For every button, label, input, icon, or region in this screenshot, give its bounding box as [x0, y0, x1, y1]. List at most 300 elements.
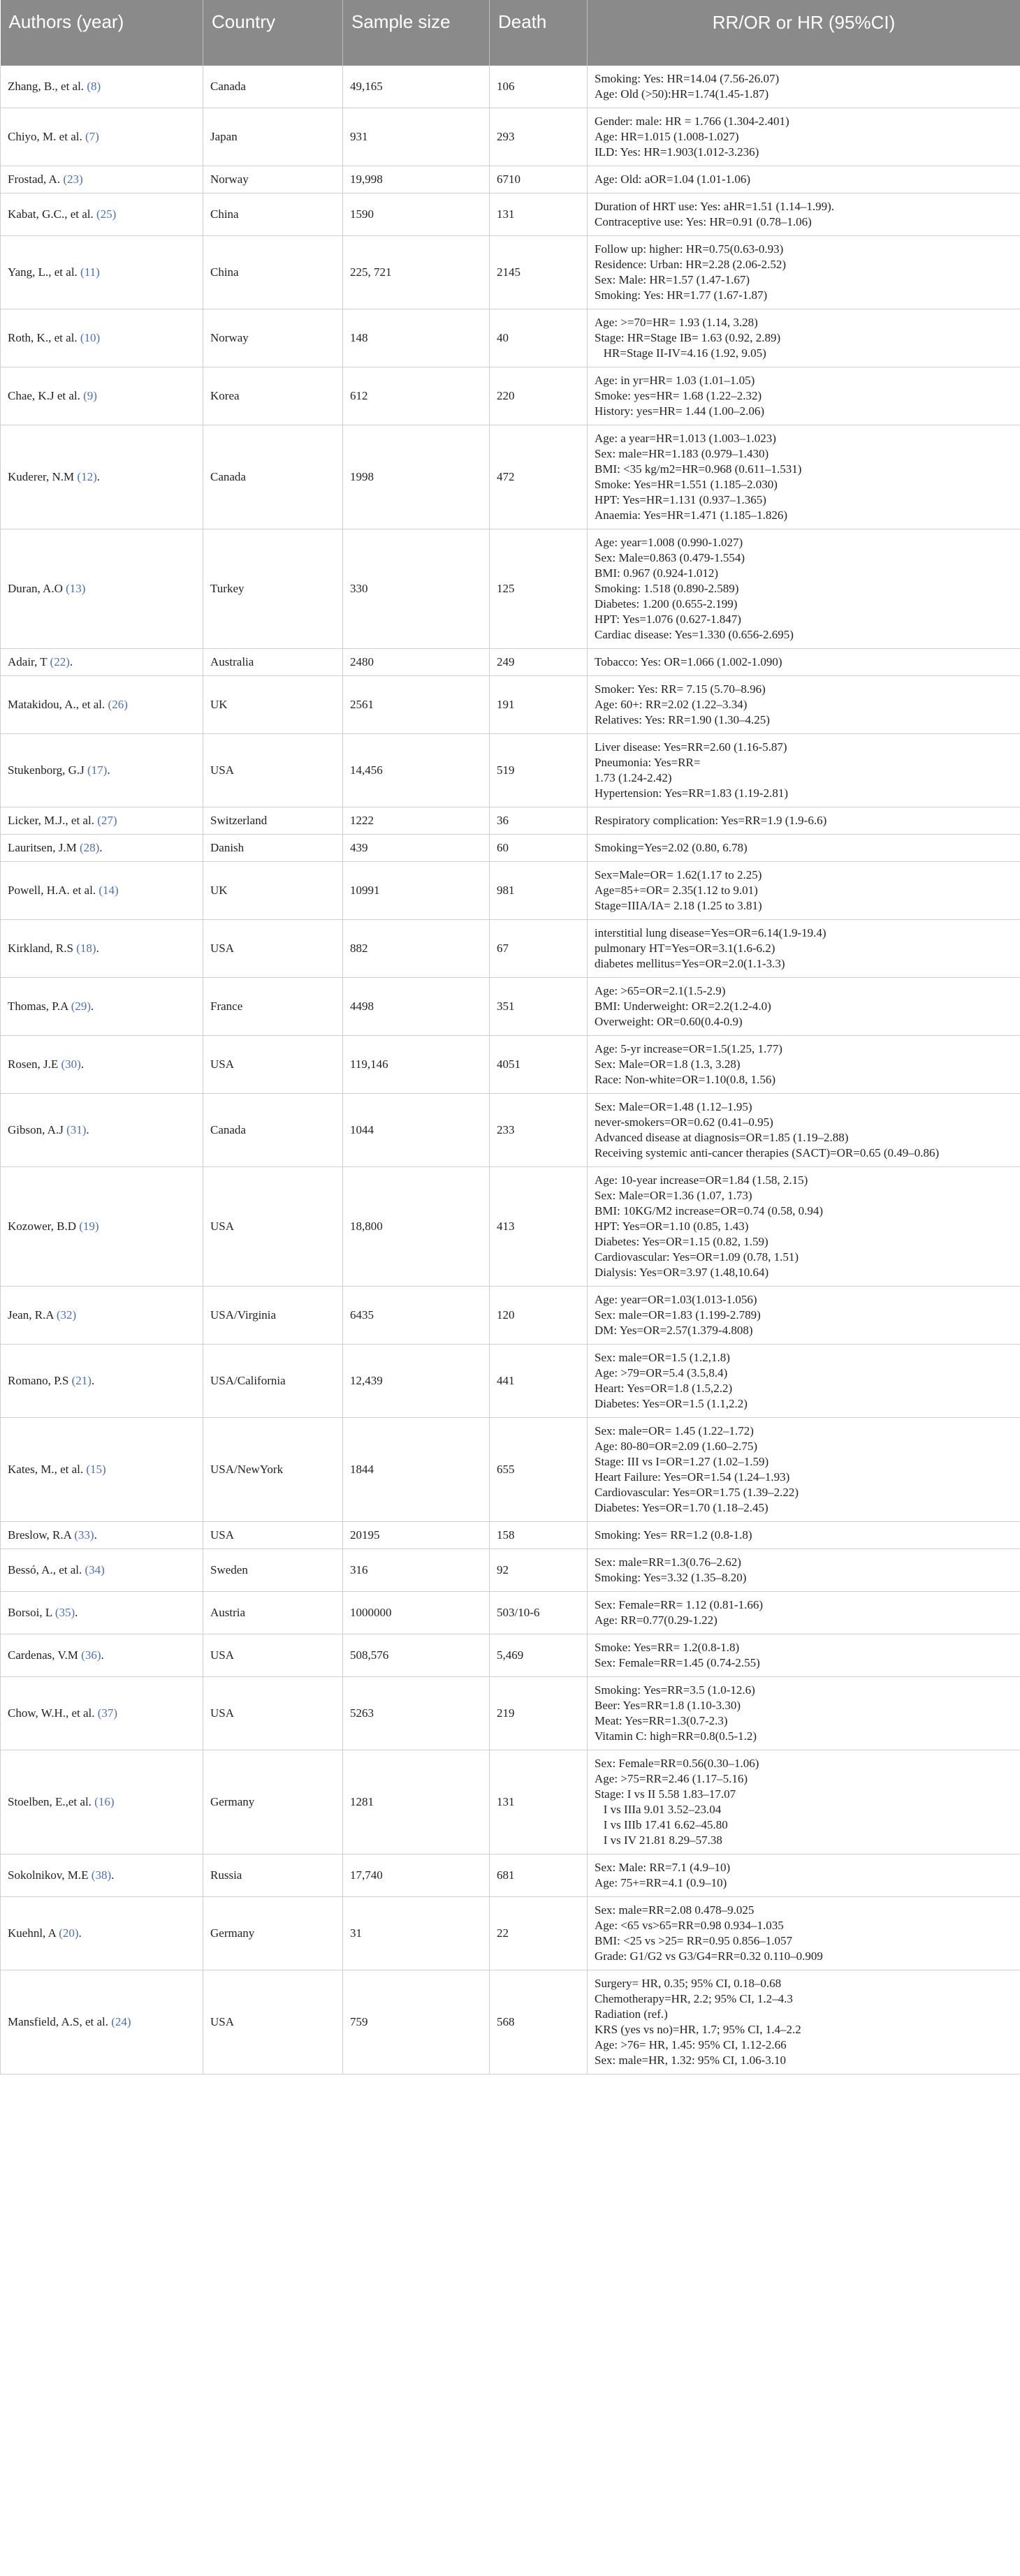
country-cell: China — [203, 236, 343, 309]
author-suffix: . — [91, 1374, 95, 1387]
author-suffix: . — [75, 1606, 78, 1619]
sample-size-cell: 148 — [343, 309, 490, 367]
author-suffix: . — [94, 1528, 97, 1542]
country-cell: Turkey — [203, 529, 343, 649]
table-row — [1, 1167, 1020, 1287]
rr-line: Age: Old: aOR=1.04 (1.01-1.06) — [595, 173, 751, 186]
author-name: Mansfield, A.S, et al. — [8, 2015, 112, 2028]
rr-line: 1.73 (1.24-2.42) — [595, 771, 672, 784]
reference-link[interactable]: (15) — [86, 1463, 106, 1476]
sample-size-cell: 316 — [343, 1549, 490, 1592]
death-cell: 92 — [490, 1549, 588, 1592]
table-row — [1, 1750, 1020, 1854]
rr-cell — [588, 529, 1020, 649]
rr-line: Respiratory complication: Yes=RR=1.9 (1.9-6.6) — [595, 814, 827, 827]
rr-line: Cardiovascular: Yes=OR=1.09 (0.78, 1.51) — [595, 1250, 799, 1264]
author-name: Bessó, A., et al. — [8, 1563, 85, 1576]
author-suffix: . — [78, 1926, 82, 1940]
author-cell — [1, 807, 203, 835]
rr-cell — [588, 309, 1020, 367]
sample-size-cell: 882 — [343, 920, 490, 978]
author-cell — [1, 649, 203, 676]
author-name: Kuehnl, A — [8, 1926, 59, 1940]
author-name: Rosen, J.E — [8, 1058, 61, 1071]
sample-size-cell: 6435 — [343, 1287, 490, 1345]
rr-line: Sex: Male: RR=7.1 (4.9–10) — [595, 1861, 731, 1874]
rr-line: Sex: Male=OR=1.48 (1.12–1.95) — [595, 1100, 752, 1113]
table-row — [1, 1036, 1020, 1094]
rr-cell — [588, 193, 1020, 236]
rr-line: Hypertension: Yes=RR=1.83 (1.19-2.81) — [595, 786, 789, 800]
author-cell — [1, 1750, 203, 1854]
country-cell: Norway — [203, 309, 343, 367]
country-cell: USA — [203, 1677, 343, 1750]
table-row — [1, 1522, 1020, 1549]
author-cell — [1, 734, 203, 807]
table-row — [1, 529, 1020, 649]
reference-link[interactable]: (31) — [66, 1123, 87, 1136]
country-cell: USA — [203, 734, 343, 807]
table-row — [1, 978, 1020, 1036]
reference-link[interactable]: (17) — [87, 763, 108, 777]
author-suffix: . — [99, 841, 103, 854]
death-cell: 441 — [490, 1345, 588, 1418]
author-cell — [1, 309, 203, 367]
reference-link[interactable]: (21) — [71, 1374, 92, 1387]
rr-cell — [588, 66, 1020, 108]
author-name: Zhang, B., et al. — [8, 80, 87, 93]
country-cell: USA — [203, 1036, 343, 1094]
rr-line: Grade: G1/G2 vs G3/G4=RR=0.32 0.110–0.909 — [595, 1949, 823, 1963]
death-cell: 351 — [490, 978, 588, 1036]
death-cell: 191 — [490, 676, 588, 734]
death-cell: 655 — [490, 1418, 588, 1522]
author-cell — [1, 1897, 203, 1970]
country-cell: Danish — [203, 835, 343, 862]
reference-link[interactable]: (35) — [54, 1606, 75, 1619]
rr-line: Age: >79=OR=5.4 (3.5,8.4) — [595, 1366, 728, 1380]
author-cell — [1, 1549, 203, 1592]
rr-line: Age: a year=HR=1.013 (1.003–1.023) — [595, 432, 776, 445]
author-suffix: . — [107, 763, 110, 777]
rr-line: Sex: male=HR, 1.32: 95% CI, 1.06-3.10 — [595, 2054, 787, 2067]
rr-line: DM: Yes=OR=2.57(1.379-4.808) — [595, 1324, 753, 1337]
country-cell: USA — [203, 1167, 343, 1287]
table-row — [1, 367, 1020, 425]
table-row — [1, 236, 1020, 309]
author-name: Licker, M.J., et al. — [8, 814, 98, 827]
rr-line: never-smokers=OR=0.62 (0.41–0.95) — [595, 1115, 773, 1129]
death-cell: 60 — [490, 835, 588, 862]
rr-line: BMI: <35 kg/m2=HR=0.968 (0.611–1.531) — [595, 462, 802, 476]
rr-line: BMI: Underweight: OR=2.2(1.2-4.0) — [595, 1000, 771, 1013]
country-cell: Switzerland — [203, 807, 343, 835]
rr-cell — [588, 1418, 1020, 1522]
author-cell — [1, 978, 203, 1036]
author-cell — [1, 529, 203, 649]
reference-link[interactable]: (32) — [56, 1308, 77, 1322]
rr-line: Heart Failure: Yes=OR=1.54 (1.24–1.93) — [595, 1470, 790, 1484]
table-row — [1, 676, 1020, 734]
death-cell: 219 — [490, 1677, 588, 1750]
author-cell — [1, 66, 203, 108]
sample-size-cell: 1590 — [343, 193, 490, 236]
rr-cell — [588, 920, 1020, 978]
death-cell: 6710 — [490, 166, 588, 193]
reference-link[interactable]: (14) — [99, 884, 119, 897]
rr-line: Sex: male=RR=1.3(0.76–2.62) — [595, 1556, 741, 1569]
rr-line: Diabetes: Yes=OR=1.15 (0.82, 1.59) — [595, 1235, 768, 1248]
author-cell — [1, 1418, 203, 1522]
rr-line: Age: HR=1.015 (1.008-1.027) — [595, 130, 739, 143]
rr-cell — [588, 1897, 1020, 1970]
author-cell — [1, 108, 203, 166]
reference-link[interactable]: (19) — [79, 1220, 99, 1233]
author-name: Duran, A.O — [8, 582, 66, 595]
death-cell: 681 — [490, 1854, 588, 1897]
sample-size-cell: 10991 — [343, 862, 490, 920]
author-cell — [1, 425, 203, 529]
reference-link[interactable]: (24) — [111, 2015, 131, 2028]
author-name: Jean, R.A — [8, 1308, 57, 1322]
author-name: Powell, H.A. et al. — [8, 884, 99, 897]
table-row — [1, 425, 1020, 529]
rr-line: Sex: male=OR=1.5 (1.2,1.8) — [595, 1351, 730, 1364]
rr-line: Smoking: Yes: HR=14.04 (7.56-26.07) — [595, 72, 780, 85]
rr-line: HPT: Yes=HR=1.131 (0.937–1.365) — [595, 493, 766, 506]
author-suffix: . — [101, 1648, 104, 1662]
rr-line: Smoking: Yes= RR=1.2 (0.8-1.8) — [595, 1528, 752, 1542]
death-cell: 22 — [490, 1897, 588, 1970]
rr-cell — [588, 1167, 1020, 1287]
rr-line: Sex=Male=OR= 1.62(1.17 to 2.25) — [595, 868, 762, 881]
reference-link[interactable]: (18) — [76, 942, 96, 955]
country-cell: USA — [203, 1970, 343, 2074]
header-sample-size: Sample size — [343, 0, 490, 66]
death-cell: 503/10-6 — [490, 1592, 588, 1634]
country-cell: Austria — [203, 1592, 343, 1634]
reference-link[interactable]: (30) — [61, 1058, 81, 1071]
rr-line: I vs IV 21.81 8.29–57.38 — [595, 1834, 722, 1847]
sample-size-cell: 17,740 — [343, 1854, 490, 1897]
rr-line: Sex: Female=RR= 1.12 (0.81-1.66) — [595, 1598, 764, 1611]
reference-link[interactable]: (23) — [63, 173, 83, 186]
death-cell: 120 — [490, 1287, 588, 1345]
reference-link[interactable]: (11) — [80, 265, 100, 279]
rr-line: Sex: Male=OR=1.8 (1.3, 3.28) — [595, 1058, 741, 1071]
rr-line: BMI: 0.967 (0.924-1.012) — [595, 566, 719, 580]
author-cell — [1, 1854, 203, 1897]
country-cell: Japan — [203, 108, 343, 166]
rr-line: History: yes=HR= 1.44 (1.00–2.06) — [595, 404, 764, 418]
sample-size-cell: 4498 — [343, 978, 490, 1036]
rr-line: Age: 75+=RR=4.1 (0.9–10) — [595, 1876, 727, 1889]
reference-link[interactable]: (28) — [79, 841, 100, 854]
country-cell: Norway — [203, 166, 343, 193]
rr-line: Dialysis: Yes=OR=3.97 (1.48,10.64) — [595, 1266, 769, 1279]
rr-line: HR=Stage II-IV=4.16 (1.92, 9.05) — [595, 346, 766, 360]
rr-line: Cardiac disease: Yes=1.330 (0.656-2.695) — [595, 628, 794, 641]
rr-line: Chemotherapy=HR, 2.2; 95% CI, 1.2–4.3 — [595, 1992, 793, 2005]
rr-line: Relatives: Yes: RR=1.90 (1.30–4.25) — [595, 713, 770, 726]
rr-line: Receiving systemic anti-cancer therapies (SACT)=OR=0.65 (0.49–0.86) — [595, 1146, 940, 1159]
rr-line: Sex: male=OR= 1.45 (1.22–1.72) — [595, 1424, 754, 1437]
death-cell: 249 — [490, 649, 588, 676]
reference-link[interactable]: (25) — [96, 207, 117, 221]
rr-cell — [588, 734, 1020, 807]
reference-link[interactable]: (33) — [74, 1528, 94, 1542]
rr-line: Sex: male=HR=1.183 (0.979–1.430) — [595, 447, 769, 460]
reference-link[interactable]: (7) — [85, 130, 99, 143]
table-row — [1, 1345, 1020, 1418]
reference-link[interactable]: (29) — [71, 1000, 92, 1013]
rr-line: Radiation (ref.) — [595, 2007, 668, 2021]
sample-size-cell: 49,165 — [343, 66, 490, 108]
author-suffix: . — [86, 1123, 89, 1136]
rr-cell — [588, 835, 1020, 862]
rr-line: Stage: HR=Stage IB= 1.63 (0.92, 2.89) — [595, 331, 781, 344]
author-name: Roth, K., et al. — [8, 331, 80, 344]
reference-link[interactable]: (22) — [50, 655, 70, 668]
sample-size-cell: 19,998 — [343, 166, 490, 193]
rr-line: Overweight: OR=0.60(0.4-0.9) — [595, 1015, 743, 1028]
country-cell: Russia — [203, 1854, 343, 1897]
rr-line: Smoke: Yes=HR=1.551 (1.185–2.030) — [595, 478, 778, 491]
country-cell: UK — [203, 862, 343, 920]
sample-size-cell: 14,456 — [343, 734, 490, 807]
death-cell: 67 — [490, 920, 588, 978]
rr-line: Age: <65 vs>65=RR=0.98 0.934–1.035 — [595, 1919, 784, 1932]
author-cell — [1, 193, 203, 236]
sample-size-cell: 1844 — [343, 1418, 490, 1522]
author-name: Breslow, R.A — [8, 1528, 75, 1542]
author-name: Frostad, A. — [8, 173, 64, 186]
author-cell — [1, 920, 203, 978]
sample-size-cell: 5263 — [343, 1677, 490, 1750]
country-cell: Germany — [203, 1897, 343, 1970]
table-row — [1, 1094, 1020, 1167]
reference-link[interactable]: (20) — [59, 1926, 79, 1940]
rr-cell — [588, 367, 1020, 425]
rr-line: Tobacco: Yes: OR=1.066 (1.002-1.090) — [595, 655, 782, 668]
rr-line: Smoke: Yes=RR= 1.2(0.8-1.8) — [595, 1641, 740, 1654]
sample-size-cell: 1222 — [343, 807, 490, 835]
author-name: Cardenas, V.M — [8, 1648, 82, 1662]
rr-line: Smoking=Yes=2.02 (0.80, 6.78) — [595, 841, 748, 854]
reference-link[interactable]: (37) — [97, 1706, 118, 1720]
table-row — [1, 108, 1020, 166]
death-cell: 472 — [490, 425, 588, 529]
rr-line: Age: year=1.008 (0.990-1.027) — [595, 536, 743, 549]
table-row — [1, 193, 1020, 236]
death-cell: 413 — [490, 1167, 588, 1287]
author-cell — [1, 862, 203, 920]
rr-line: Age=85+=OR= 2.35(1.12 to 9.01) — [595, 884, 758, 897]
author-name: Kuderer, N.M — [8, 470, 78, 483]
country-cell: Canada — [203, 66, 343, 108]
sample-size-cell: 931 — [343, 108, 490, 166]
rr-line: Age: in yr=HR= 1.03 (1.01–1.05) — [595, 374, 755, 387]
death-cell: 220 — [490, 367, 588, 425]
author-cell — [1, 1634, 203, 1677]
rr-line: Duration of HRT use: Yes: aHR=1.51 (1.14–1.99). — [595, 200, 835, 213]
rr-line: BMI: <25 vs >25= RR=0.95 0.856–1.057 — [595, 1934, 792, 1947]
table-body — [1, 66, 1020, 2074]
country-cell: Germany — [203, 1750, 343, 1854]
rr-line: Age: RR=0.77(0.29-1.22) — [595, 1613, 717, 1627]
rr-line: Sex: Male: HR=1.57 (1.47-1.67) — [595, 273, 750, 286]
sample-size-cell: 330 — [343, 529, 490, 649]
author-name: Thomas, P.A — [8, 1000, 71, 1013]
death-cell: 40 — [490, 309, 588, 367]
rr-line: Heart: Yes=OR=1.8 (1.5,2.2) — [595, 1382, 733, 1395]
death-cell: 293 — [490, 108, 588, 166]
rr-cell — [588, 1677, 1020, 1750]
reference-link[interactable]: (9) — [83, 389, 97, 402]
rr-line: HPT: Yes=OR=1.10 (0.85, 1.43) — [595, 1220, 749, 1233]
rr-line: Age: >75=RR=2.46 (1.17–5.16) — [595, 1772, 748, 1785]
sample-size-cell: 119,146 — [343, 1036, 490, 1094]
sample-size-cell: 508,576 — [343, 1634, 490, 1677]
rr-cell — [588, 236, 1020, 309]
reference-link[interactable]: (27) — [97, 814, 117, 827]
header-death: Death — [490, 0, 588, 66]
author-name: Borsoi, L — [8, 1606, 55, 1619]
death-cell: 131 — [490, 1750, 588, 1854]
rr-cell — [588, 1287, 1020, 1345]
table-row — [1, 1592, 1020, 1634]
rr-line: Meat: Yes=RR=1.3(0.7-2.3) — [595, 1714, 728, 1727]
rr-line: Age: 10-year increase=OR=1.84 (1.58, 2.15) — [595, 1173, 808, 1187]
reference-link[interactable]: (26) — [108, 698, 128, 711]
country-cell: UK — [203, 676, 343, 734]
author-cell — [1, 676, 203, 734]
sample-size-cell: 1000000 — [343, 1592, 490, 1634]
author-name: Kirkland, R.S — [8, 942, 77, 955]
reference-link[interactable]: (16) — [94, 1795, 115, 1808]
sample-size-cell: 1998 — [343, 425, 490, 529]
author-name: Matakidou, A., et al. — [8, 698, 108, 711]
country-cell: USA — [203, 920, 343, 978]
country-cell: USA/California — [203, 1345, 343, 1418]
table-row — [1, 66, 1020, 108]
rr-line: Age: 60+: RR=2.02 (1.22–3.34) — [595, 698, 748, 711]
author-name: Sokolnikov, M.E — [8, 1868, 92, 1882]
table-row — [1, 649, 1020, 676]
table-row — [1, 166, 1020, 193]
death-cell: 519 — [490, 734, 588, 807]
reference-link[interactable]: (13) — [66, 582, 86, 595]
table-row — [1, 1418, 1020, 1522]
death-cell: 568 — [490, 1970, 588, 2074]
author-name: Stoelben, E.,et al. — [8, 1795, 95, 1808]
author-cell — [1, 1167, 203, 1287]
death-cell: 106 — [490, 66, 588, 108]
rr-line: diabetes mellitus=Yes=OR=2.0(1.1-3.3) — [595, 957, 785, 970]
author-suffix: . — [80, 1058, 85, 1071]
rr-line: Diabetes: Yes=OR=1.70 (1.18–2.45) — [595, 1501, 768, 1514]
death-cell: 125 — [490, 529, 588, 649]
rr-line: Age: >65=OR=2.1(1.5-2.9) — [595, 984, 726, 997]
rr-cell — [588, 425, 1020, 529]
header-rr-or-hr: RR/OR or HR (95%CI) — [588, 0, 1020, 66]
rr-line: Liver disease: Yes=RR=2.60 (1.16-5.87) — [595, 740, 787, 754]
rr-line: Smoke: yes=HR= 1.68 (1.22–2.32) — [595, 389, 762, 402]
rr-line: Residence: Urban: HR=2.28 (2.06-2.52) — [595, 258, 786, 271]
author-name: Chiyo, M. et al. — [8, 130, 85, 143]
reference-link[interactable]: (38) — [91, 1868, 112, 1882]
sample-size-cell: 1044 — [343, 1094, 490, 1167]
rr-line: Smoking: Yes=3.32 (1.35–8.20) — [595, 1571, 747, 1584]
sample-size-cell: 2561 — [343, 676, 490, 734]
reference-link[interactable]: (8) — [87, 80, 101, 93]
rr-cell — [588, 807, 1020, 835]
rr-cell — [588, 1036, 1020, 1094]
country-cell: China — [203, 193, 343, 236]
author-cell — [1, 236, 203, 309]
author-suffix: . — [96, 470, 100, 483]
table-row — [1, 1677, 1020, 1750]
rr-cell — [588, 649, 1020, 676]
rr-line: ILD: Yes: HR=1.903(1.012-3.236) — [595, 145, 759, 159]
rr-cell — [588, 1345, 1020, 1418]
header-row — [1, 0, 1020, 66]
author-suffix: . — [91, 1000, 94, 1013]
table-row — [1, 1634, 1020, 1677]
rr-line: Stage: I vs II 5.58 1.83–17.07 — [595, 1787, 736, 1801]
death-cell: 158 — [490, 1522, 588, 1549]
rr-line: BMI: 10KG/M2 increase=OR=0.74 (0.58, 0.94) — [595, 1204, 824, 1217]
rr-line: Age: year=OR=1.03(1.013-1.056) — [595, 1293, 757, 1306]
death-cell: 2145 — [490, 236, 588, 309]
author-name: Kates, M., et al. — [8, 1463, 87, 1476]
reference-link[interactable]: (36) — [81, 1648, 101, 1662]
author-suffix: . — [111, 1868, 115, 1882]
death-cell: 36 — [490, 807, 588, 835]
country-cell: Korea — [203, 367, 343, 425]
rr-line: Stage=IIIA/IA= 2.18 (1.25 to 3.81) — [595, 899, 762, 912]
reference-link[interactable]: (12) — [77, 470, 97, 483]
table-row — [1, 1549, 1020, 1592]
table-row — [1, 309, 1020, 367]
rr-line: I vs IIIb 17.41 6.62–45.80 — [595, 1818, 728, 1831]
reference-link[interactable]: (10) — [80, 331, 101, 344]
rr-line: Cardiovascular: Yes=OR=1.75 (1.39–2.22) — [595, 1486, 799, 1499]
author-name: Lauritsen, J.M — [8, 841, 80, 854]
rr-line: Beer: Yes=RR=1.8 (1.10-3.30) — [595, 1699, 741, 1712]
author-cell — [1, 1345, 203, 1418]
rr-cell — [588, 1634, 1020, 1677]
author-cell — [1, 1094, 203, 1167]
reference-link[interactable]: (34) — [85, 1563, 105, 1576]
author-name: Chow, W.H., et al. — [8, 1706, 98, 1720]
author-suffix: . — [96, 942, 99, 955]
rr-line: interstitial lung disease=Yes=OR=6.14(1.9-19.4) — [595, 926, 826, 939]
rr-line: Diabetes: Yes=OR=1.5 (1.1,2.2) — [595, 1397, 748, 1410]
rr-line: Smoking: Yes: HR=1.77 (1.67-1.87) — [595, 288, 768, 302]
sample-size-cell: 612 — [343, 367, 490, 425]
rr-line: Gender: male: HR = 1.766 (1.304-2.401) — [595, 115, 789, 128]
table-row — [1, 807, 1020, 835]
rr-line: Sex: Male=0.863 (0.479-1.554) — [595, 551, 745, 564]
table-row — [1, 862, 1020, 920]
death-cell: 981 — [490, 862, 588, 920]
sample-size-cell: 20195 — [343, 1522, 490, 1549]
rr-line: Sex: Female=RR=0.56(0.30–1.06) — [595, 1757, 759, 1770]
death-cell: 233 — [490, 1094, 588, 1167]
rr-line: Diabetes: 1.200 (0.655-2.199) — [595, 597, 738, 610]
country-cell: USA — [203, 1634, 343, 1677]
